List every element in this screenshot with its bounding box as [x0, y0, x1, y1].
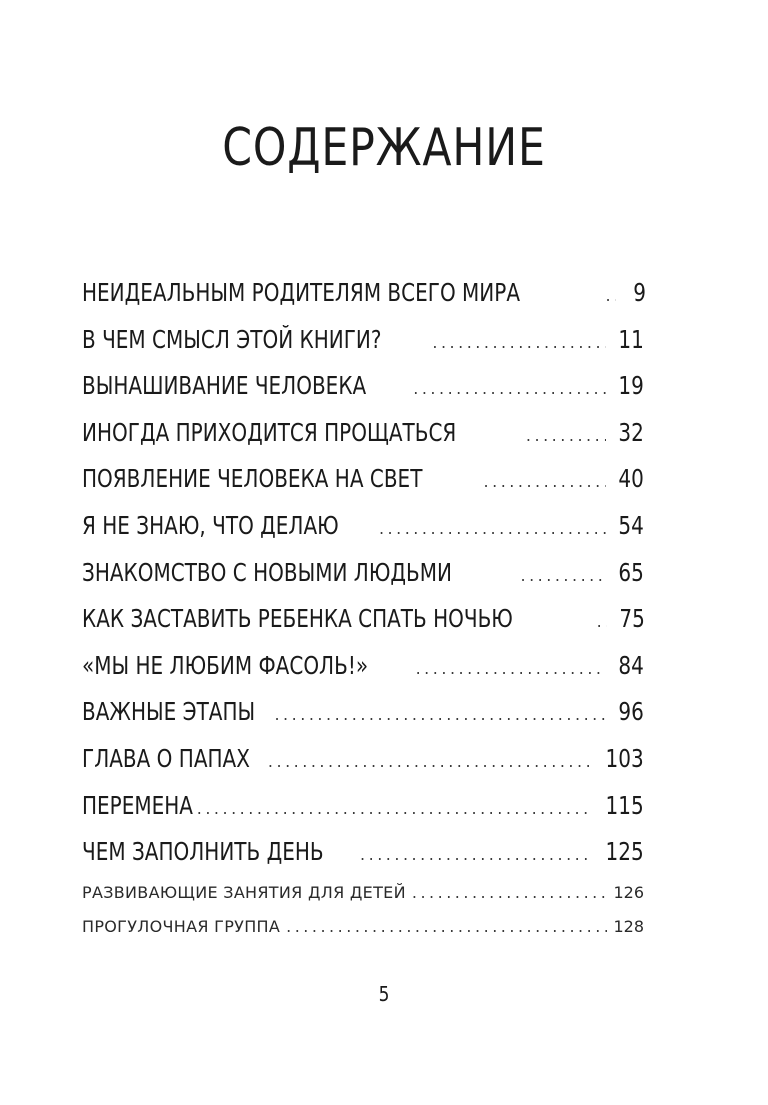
toc-entry[interactable]	[82, 736, 644, 783]
toc-entry-title: ЗНАКОМСТВО С НОВЫМИ ЛЮДЬМИ	[82, 557, 452, 587]
dot-leader	[197, 786, 591, 833]
page-title: СОДЕРЖАНИЕ	[222, 118, 546, 178]
toc-entry[interactable]	[82, 503, 644, 550]
page-number: 5	[378, 982, 390, 1006]
toc-entry[interactable]	[82, 456, 644, 503]
toc-entry-title: КАК ЗАСТАВИТЬ РЕБЕНКА СПАТЬ НОЧЬЮ	[82, 604, 513, 634]
toc-subentry-page: 128	[613, 916, 644, 936]
dot-leader	[526, 413, 606, 460]
toc-entry-page: 75	[618, 604, 645, 634]
toc-entry[interactable]	[82, 317, 644, 364]
dot-leader	[416, 646, 607, 693]
dot-leader	[520, 553, 606, 600]
toc-entry-page: 103	[605, 743, 644, 773]
dot-leader	[360, 832, 590, 879]
toc-entry-title: ИНОГДА ПРИХОДИТСЯ ПРОЩАТЬСЯ	[82, 417, 457, 447]
toc-subentry[interactable]	[82, 910, 644, 944]
toc-entry-title: ПОЯВЛЕНИЕ ЧЕЛОВЕКА НА СВЕТ	[82, 464, 423, 494]
toc-entry-page: 11	[618, 324, 644, 354]
toc-entry[interactable]	[82, 829, 644, 876]
toc-entry-title: ЧЕМ ЗАПОЛНИТЬ ДЕНЬ	[82, 837, 324, 867]
toc-entry-title: ПЕРЕМЕНА	[82, 790, 193, 820]
toc-entry-title: ВАЖНЫЕ ЭТАПЫ	[82, 697, 256, 727]
toc-entry-title: В ЧЕМ СМЫСЛ ЭТОЙ КНИГИ?	[82, 324, 382, 354]
dot-leader	[484, 459, 607, 506]
dot-leader	[268, 739, 590, 786]
toc-entry-page: 96	[618, 697, 644, 727]
toc-entry-page: 32	[618, 417, 644, 447]
toc-entry-page: 84	[618, 650, 644, 680]
toc-entry-title: ГЛАВА О ПАПАХ	[82, 743, 250, 773]
toc-subentry-title: ПРОГУЛОЧНАЯ ГРУППА	[82, 916, 281, 936]
toc-entry-title: «МЫ НЕ ЛЮБИМ ФАСОЛЬ!»	[82, 650, 369, 680]
toc-entry-page: 115	[605, 790, 644, 820]
toc-entry[interactable]	[82, 550, 644, 597]
dot-leader	[597, 599, 607, 646]
toc-entry-title: Я НЕ ЗНАЮ, ЧТО ДЕЛАЮ	[82, 510, 339, 540]
dot-leader	[274, 692, 606, 739]
toc-entry-page: 19	[618, 371, 644, 401]
toc-entry-page: 65	[618, 557, 644, 587]
toc-subentry-title: РАЗВИВАЮЩИЕ ЗАНЯТИЯ ДЛЯ ДЕТЕЙ	[82, 882, 406, 902]
dot-leader	[286, 910, 607, 944]
toc-entry-page: 40	[618, 464, 644, 494]
toc-entry-page: 54	[618, 510, 644, 540]
toc-entry[interactable]	[82, 783, 644, 830]
toc-entry-page: 9	[632, 278, 646, 307]
dot-leader	[379, 506, 606, 553]
toc-entry-title: НЕИДЕАЛЬНЫМ РОДИТЕЛЯМ ВСЕГО МИРА	[82, 278, 521, 307]
toc-subentry[interactable]	[82, 876, 644, 910]
toc-entry[interactable]	[82, 363, 644, 410]
toc-entry[interactable]	[82, 410, 644, 457]
table-of-contents	[82, 270, 644, 944]
dot-leader	[606, 273, 616, 320]
toc-entry-page: 125	[605, 837, 644, 867]
dot-leader	[432, 320, 606, 367]
toc-entry-title: ВЫНАШИВАНИЕ ЧЕЛОВЕКА	[82, 371, 367, 401]
toc-entry[interactable]	[82, 643, 644, 690]
dot-leader	[412, 876, 608, 910]
toc-entry[interactable]	[82, 270, 644, 317]
toc-entry[interactable]	[82, 689, 644, 736]
toc-subentry-page: 126	[613, 882, 644, 902]
dot-leader	[413, 366, 606, 413]
toc-entry[interactable]	[82, 596, 644, 643]
